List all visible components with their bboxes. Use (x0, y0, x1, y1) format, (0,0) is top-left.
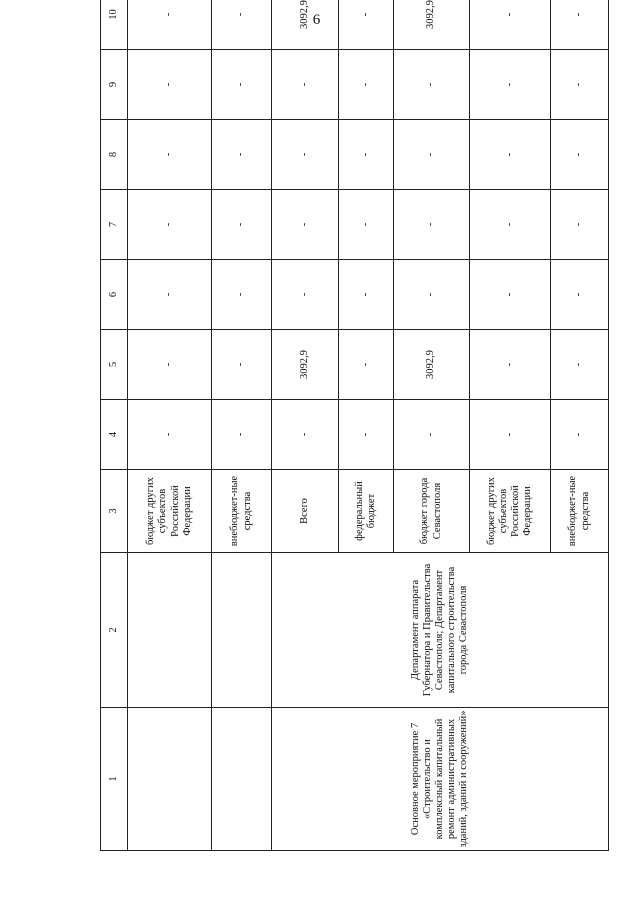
value-cell: - (551, 190, 609, 260)
header-cell: 3 (101, 470, 128, 553)
value-cell: - (394, 400, 470, 470)
value-cell: - (339, 120, 394, 190)
value-cell: - (212, 0, 272, 50)
value-cell: - (470, 330, 551, 400)
table-row (128, 0, 212, 851)
value-cell: - (128, 120, 212, 190)
value-cell: - (339, 190, 394, 260)
value-cell: - (470, 190, 551, 260)
value-cell: - (394, 50, 470, 120)
empty-cell (212, 708, 272, 851)
value-cell: - (394, 190, 470, 260)
funding-source: федеральный бюджет (339, 470, 394, 553)
value-cell: 3092,9 (394, 330, 470, 400)
value-cell: - (470, 0, 551, 50)
budget-table (100, 0, 609, 851)
value-cell: - (339, 260, 394, 330)
value-cell: 3092,9 (272, 0, 339, 50)
measure-executor: Департамент аппарата Губернатора и Правительства Севастополя; Департамент капитального строительства города Севастополя (272, 553, 609, 708)
value-cell: 3092,9 (272, 330, 339, 400)
measure-name: Основное мероприятие 7 «Строительство и комплексный капитальный ремонт административных зданий, зданий и сооружений» (272, 708, 609, 851)
value-cell: - (272, 190, 339, 260)
value-cell: - (272, 120, 339, 190)
header-cell: 1 (101, 708, 128, 851)
header-cell: 7 (101, 190, 128, 260)
value-cell: - (339, 0, 394, 50)
funding-source: внебюджет-ные средства (551, 470, 609, 553)
funding-source: Всего (272, 470, 339, 553)
value-cell: - (212, 400, 272, 470)
value-cell: - (272, 400, 339, 470)
value-cell: - (212, 120, 272, 190)
value-cell: 3092,9 (394, 0, 470, 50)
value-cell: - (128, 50, 212, 120)
value-cell: - (394, 120, 470, 190)
value-cell: - (394, 260, 470, 330)
value-cell: - (212, 260, 272, 330)
funding-source: бюджет других субъектов Российской Федерации (128, 470, 212, 553)
value-cell: - (551, 50, 609, 120)
value-cell: - (128, 260, 212, 330)
header-cell: 4 (101, 400, 128, 470)
value-cell: - (470, 120, 551, 190)
value-cell: - (212, 190, 272, 260)
header-cell: 9 (101, 50, 128, 120)
value-cell: - (212, 330, 272, 400)
header-row (101, 0, 128, 851)
rotated-table-container (100, 0, 592, 851)
header-cell: 2 (101, 553, 128, 708)
value-cell: - (128, 400, 212, 470)
value-cell: - (551, 0, 609, 50)
value-cell: - (470, 260, 551, 330)
value-cell: - (272, 50, 339, 120)
header-cell: 6 (101, 260, 128, 330)
value-cell: - (551, 260, 609, 330)
funding-source: бюджет города Севастополя (394, 470, 470, 553)
funding-source: бюджет других субъектов Российской Федерации (470, 470, 551, 553)
page-number: 6 (312, 12, 321, 28)
value-cell: - (212, 50, 272, 120)
value-cell: - (470, 400, 551, 470)
value-cell: - (339, 50, 394, 120)
empty-cell (212, 553, 272, 708)
value-cell: - (128, 330, 212, 400)
value-cell: - (272, 260, 339, 330)
header-cell: 8 (101, 120, 128, 190)
empty-cell (128, 708, 212, 851)
value-cell: - (551, 400, 609, 470)
empty-cell (128, 553, 212, 708)
value-cell: - (339, 330, 394, 400)
value-cell: - (551, 120, 609, 190)
header-cell: 5 (101, 330, 128, 400)
value-cell: - (551, 330, 609, 400)
value-cell: - (128, 0, 212, 50)
funding-source: внебюджет-ные средства (212, 470, 272, 553)
table-row (272, 0, 339, 851)
table-row (212, 0, 272, 851)
value-cell: - (339, 400, 394, 470)
value-cell: - (470, 50, 551, 120)
value-cell: - (128, 190, 212, 260)
header-cell: 10 (101, 0, 128, 50)
